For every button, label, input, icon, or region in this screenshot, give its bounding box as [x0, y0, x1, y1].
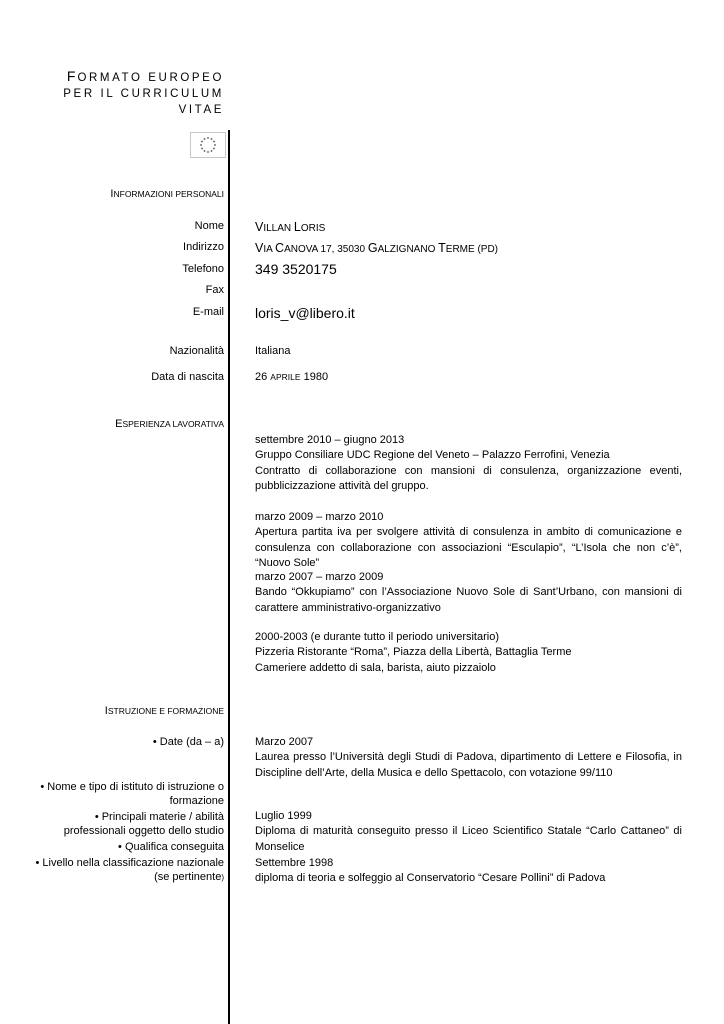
edu-entry: Luglio 1999 Diploma di maturità conseguito presso il Liceo Scientifico Statale “Carlo Cattaneo” di Monselice [255, 810, 682, 853]
nationality-value: Italiana [255, 345, 291, 357]
edu-entry: Settembre 1998 diploma di teoria e solfeggio al Conservatorio “Cesare Pollini” di Padova [255, 857, 606, 885]
birthdate-label: Data di nascita [151, 371, 224, 383]
nationality-label: Nazionalità [169, 345, 224, 357]
edu-subjects-label: • Principali materie / abilità professionali oggetto dello studio [63, 811, 224, 837]
address-label: Indirizzo [183, 241, 224, 253]
email-label: E-mail [192, 306, 224, 318]
address-value: VIA CANOVA 17, 35030 GALZIGNANO TERME (PD) [255, 241, 499, 255]
section-work-experience: ESPERIENZA LAVORATIVA [115, 418, 224, 430]
edu-entry: Marzo 2007 Laurea presso l’Università degli Studi di Padova, dipartimento di Lettere e Filosofia, in Discipline dell’Arte, della Musica e dello Spettacolo, con votazione 99/110 [255, 736, 682, 779]
name-value: VILLAN LORIS [255, 220, 326, 234]
edu-date-label: • Date (da – a) [152, 736, 224, 748]
work-entry: marzo 2009 – marzo 2010 Apertura partita iva per svolgere attività di consulenza in ambito di comunicazione e consulenza con collaborazione con associazioni “Esculapio”, “L’Isola che non c’è”, “Nuovo Sole” [255, 511, 682, 569]
edu-institute-label: • Nome e tipo di istituto di istruzione o formazione [40, 781, 224, 807]
work-entry: marzo 2007 – marzo 2009 Bando “Okkupiamo” con l’Associazione Nuovo Sole di Sant’Urbano, con mansioni di carattere amministrativo-organizzativo [255, 571, 682, 614]
phone-label: Telefono [182, 263, 224, 275]
eu-flag-icon [190, 132, 226, 158]
section-education: ISTRUZIONE E FORMAZIONE [104, 705, 224, 717]
fax-label: Fax [205, 284, 224, 296]
work-entry: 2000-2003 (e durante tutto il periodo universitario) Pizzeria Ristorante “Roma”, Piazza della Libertà, Battaglia Terme Cameriere addetto di sala, barista, aiuto pizzaiolo [255, 631, 572, 674]
email-value: loris_v@libero.it [255, 305, 355, 321]
cv-title: FORMATO EUROPEO PER IL CURRICULUM VITAE [63, 68, 224, 116]
column-divider [228, 130, 230, 1024]
section-personal-info: INFORMAZIONI PERSONALI [110, 188, 224, 200]
work-entry: settembre 2010 – giugno 2013 Gruppo Consiliare UDC Regione del Veneto – Palazzo Ferrofini, Venezia Contratto di collaborazione con mansioni di consulenza, organizzazione eventi, pubblicizzazione attività del gruppo. [255, 434, 682, 492]
name-label: Nome [194, 220, 224, 232]
edu-qualification-label: • Qualifica conseguita [118, 841, 224, 853]
phone-value: 349 3520175 [255, 261, 337, 277]
edu-level-label: • Livello nella classificazione nazionale (se pertinente) [35, 857, 224, 883]
birthdate-value: 26 APRILE 1980 [255, 371, 329, 383]
